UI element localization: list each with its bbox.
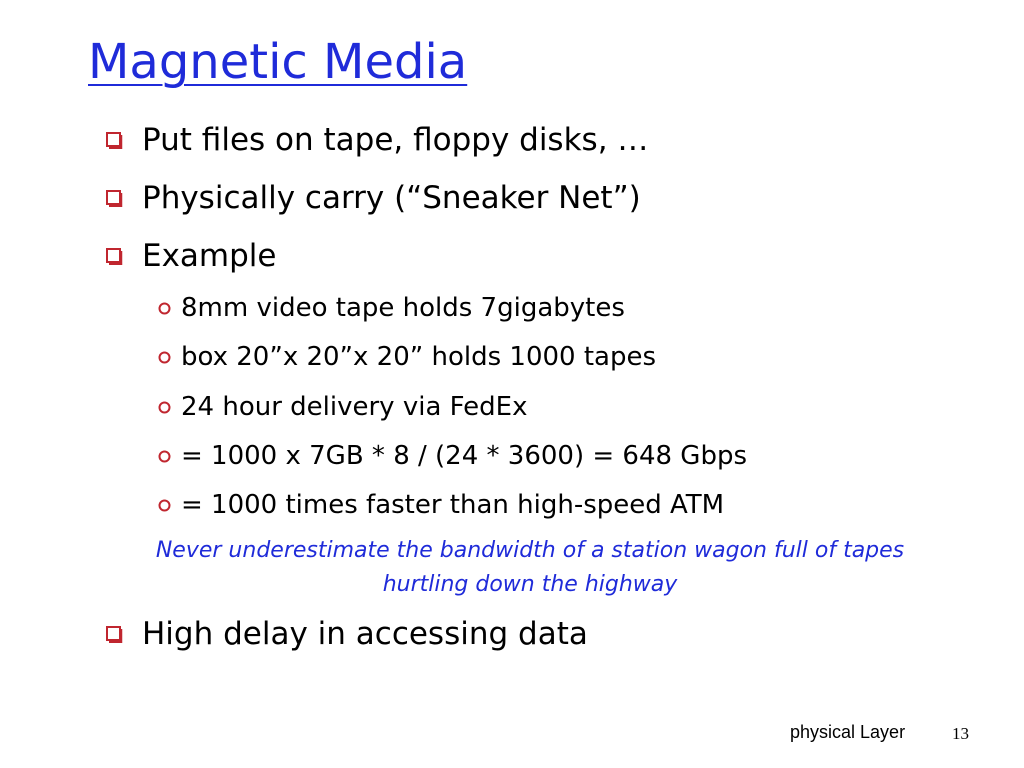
square-bullet-icon <box>106 132 123 149</box>
bullet-text: High delay in accessing data <box>142 616 588 652</box>
sub-bullet-item <box>158 291 625 325</box>
circle-bullet-icon <box>158 401 171 414</box>
bullet-item <box>106 178 641 218</box>
sub-bullet-item <box>158 439 747 473</box>
sub-bullet-text: = 1000 x 7GB * 8 / (24 * 3600) = 648 Gbps <box>181 441 747 471</box>
bullet-item <box>106 236 277 276</box>
sub-bullet-text: 8mm video tape holds 7gigabytes <box>181 293 625 323</box>
square-bullet-icon <box>106 626 123 643</box>
sub-bullet-item <box>158 340 656 374</box>
circle-bullet-icon <box>158 499 171 512</box>
sub-bullet-item <box>158 390 528 424</box>
square-bullet-icon <box>106 190 123 207</box>
bullet-item <box>106 614 588 654</box>
bullet-text: Example <box>142 238 277 274</box>
footer-label: physical Layer <box>790 722 906 742</box>
circle-bullet-icon <box>158 302 171 315</box>
square-bullet-icon <box>106 248 123 265</box>
bullet-item <box>106 120 648 160</box>
sub-bullet-text: box 20”x 20”x 20” holds 1000 tapes <box>181 342 657 372</box>
sub-bullet-text: = 1000 times faster than high-speed ATM <box>181 490 725 520</box>
page-number: 13 <box>952 724 969 743</box>
sub-bullet-item <box>158 488 724 522</box>
sub-bullet-text: 24 hour delivery via FedEx <box>181 392 528 422</box>
quote-text: Never underestimate the bandwidth of a station wagon full of tapes hurtling down the highway <box>155 538 905 597</box>
circle-bullet-icon <box>158 351 171 364</box>
bullet-text: Put files on tape, floppy disks, … <box>142 122 649 158</box>
circle-bullet-icon <box>158 450 171 463</box>
bullet-text: Physically carry (“Sneaker Net”) <box>142 180 641 216</box>
slide-title: Magnetic Media <box>88 34 468 90</box>
